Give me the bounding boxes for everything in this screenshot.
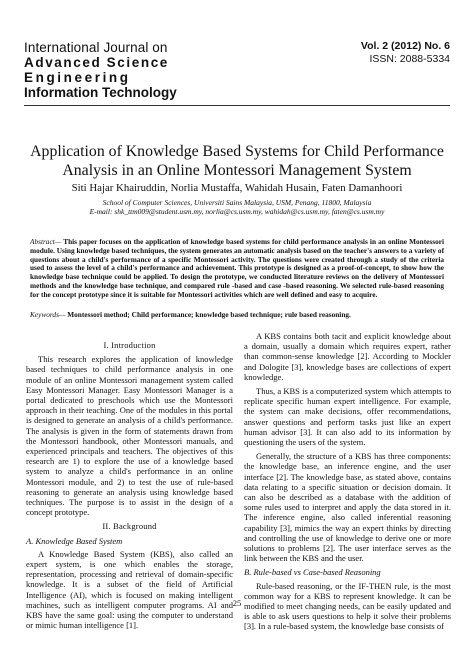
- page-number: 25: [232, 598, 242, 608]
- affiliation-line: School of Computer Sciences, Universiti Sains Malaysia, USM, Penang, 11800, Malaysia: [102, 198, 372, 207]
- paragraph: A Knowledge Based System (KBS), also called an expert system, is one which enables the storage, representation, processing and retrieval of domain-specific knowledge. It is a subset of the field of Artificial Intelligence (AI), which is focused on making intelligent machines, such as intelligent computer programs. AI and KBS have the same goal: using the computer to understand or mimic human intelligence [1].: [26, 548, 233, 631]
- journal-line-4: Information Technology: [24, 85, 177, 100]
- paragraph: This research explores the application of knowledge based techniques to child performance analysis in one module of an online Montessori management system called Easy Montessori Manager. Easy Montessori Manager is a portal dedicated to preschools which use the Montessori approach in their teaching. One of the modules in this portal is designed to generate an analysis of a child's performance. The analysis is given in the form of statements drawn from the Montessori handbook, other Montessori manuals, and experienced principals and teachers. The objectives of this research are 1) to explore the use of a knowledge based system to analyze a child's performance in an online Montessori module, and 2) to test the use of rule-based reasoning to generate an analysis using knowledge based techniques. The purpose is to assist in the design of a concept prototype.: [26, 354, 233, 518]
- section-heading-introduction: I. Introduction: [103, 340, 156, 350]
- journal-volume-info: [361, 40, 450, 66]
- paper-affiliation: [20, 198, 454, 216]
- keywords-text: Montessori method; Child performance; knowledge based technique; rule based reasoning.: [65, 310, 351, 319]
- paragraph: Thus, a KBS is a computerized system which attempts to replicate specific human expert intelligence. For example, the system can make decisions, offer recommendations, answer questions and perform tasks just like an expert human advisor [3]. It can also add to its information by questioning the users of the system.: [244, 386, 451, 448]
- keywords: [30, 310, 444, 319]
- keywords-label: Keywords—: [30, 310, 66, 319]
- abstract: [30, 238, 444, 300]
- subsection-heading-kbs: A. Knowledge Based System: [26, 535, 123, 546]
- abstract-text: This paper focuses on the application of knowledge based systems for child performance analysis in an online Montessori module. Using knowledge based techniques, the system generates an automatic analysis based on the teacher's answers to a variety of questions about a child's performance of a specific Montessori activity. The questions were created through a study of the criteria used to assess the level of a child's performance and achievement. This prototype is designed as a proof-of-concept, to show how the knowledge base technique could be applied. To design the prototype, we conducted literature reviews on the delivery of Montessori methods and the knowledge base technique, and compared rule -based and case -based reasoning. We selected rule-based reasoning for the concept prototype since it is suitable for Montessori activities which are well defined and easy to acquire.: [30, 237, 444, 299]
- paragraph: A KBS contains both tacit and explicit knowledge about a domain, usually a domain which requires expert, rather than common-sense knowledge [2]. According to Mockler and Dologite [3], knowledge bases are collections of expert knowledge.: [244, 331, 451, 382]
- header-divider: [24, 105, 450, 106]
- section-heading-background: II. Background: [102, 521, 157, 532]
- paragraph: Generally, the structure of a KBS has three components: the knowledge base, an inference engine, and the user interface [2]. The knowledge base, as stated above, contains data relating to a specific situation or decision domain. It can also be described as a database with the addition of some rules used to interpret and apply the data stored in it. The inference engine, also called inferential reasoning capability [3], mimics the way an expert thinks by directing and controlling the use of knowledge to derive one or more solutions to problems [2]. The user interface serves as the link between the KBS and the user.: [244, 451, 451, 564]
- email-line: E-mail: shk_ttm009@student.usm.my, norlia@cs.usm.my, wahidah@cs.usm.my, faten@cs.usm.my: [89, 207, 385, 216]
- right-column: [244, 331, 451, 636]
- journal-line-2: Advanced Science: [24, 55, 169, 70]
- paragraph: Rule-based reasoning, or the IF-THEN rule, is the most common way for a KBS to represent knowledge. It can be modified to meet changing needs, can be easily updated and is able to ask users questions to help it solve their problems [3]. In a rule-based system, the knowledge base consists of: [244, 580, 451, 632]
- paper-title: Application of Knowledge Based Systems for Child Performance Analysis in an Online Montessori Management System: [30, 143, 444, 179]
- journal-volume: Vol. 2 (2012) No. 6: [360, 40, 450, 52]
- journal-line-1: International Journal on: [24, 40, 168, 55]
- paper-authors: Siti Hajar Khairuddin, Norlia Mustaffa, Wahidah Husain, Faten Damanhoori: [71, 182, 403, 194]
- left-column: [26, 337, 233, 634]
- journal-issn: ISSN: 2088-5334: [369, 53, 450, 65]
- abstract-label: Abstract—: [30, 237, 62, 246]
- subsection-heading-reasoning: B. Rule-based vs Case-based Reasoning: [244, 567, 381, 578]
- journal-name: [24, 40, 177, 100]
- journal-line-3: Engineering: [24, 70, 131, 85]
